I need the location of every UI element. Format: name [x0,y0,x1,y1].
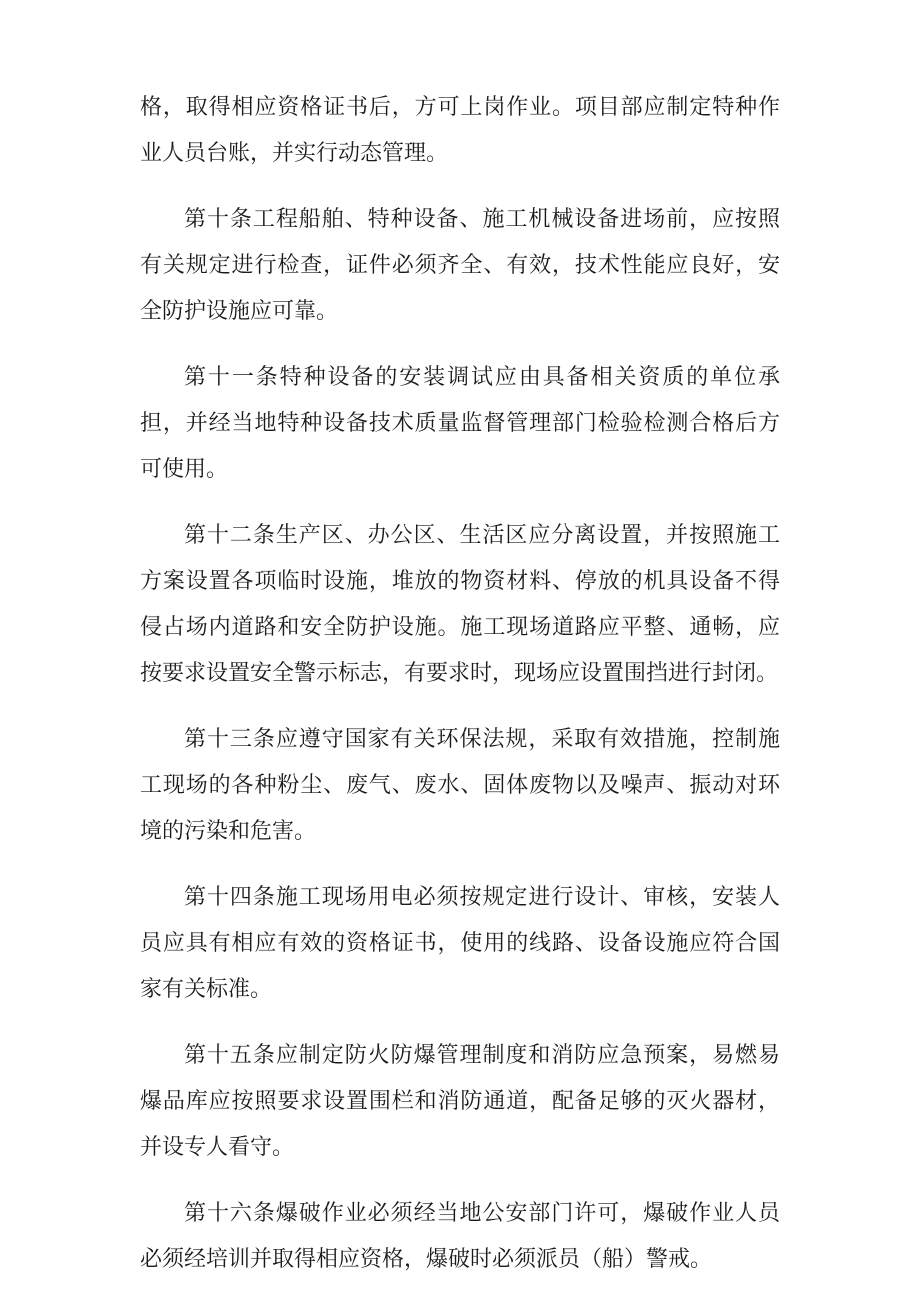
text-line: 爆品库应按照要求设置围栏和消防通道，配备足够的灭火器材， [140,1089,780,1114]
article-11 [140,355,780,493]
text-line: 第十六条爆破作业必须经当地公安部门许可，爆破作业人员 [184,1201,780,1226]
text-line: 按要求设置安全警示标志，有要求时，现场应设置围挡进行封闭。 [140,661,779,686]
text-line: 第十一条特种设备的安装调试应由具备相关资质的单位承 [184,365,780,390]
text-line: 工现场的各种粉尘、废气、废水、固体废物以及噪声、振动对环 [140,773,780,798]
article-10 [140,197,780,335]
article-15 [140,1033,780,1171]
text-line: 第十条工程船舶、特种设备、施工机械设备进场前，应按照 [184,207,780,232]
article-12 [140,513,780,697]
text-line: 第十二条生产区、办公区、生活区应分离设置，并按照施工 [184,523,780,548]
document-page [140,85,780,1303]
text-line: 业人员台账，并实行动态管理。 [140,141,449,166]
article-16 [140,1191,780,1283]
text-line: 全防护设施应可靠。 [140,299,339,324]
text-line: 担，并经当地特种设备技术质量监督管理部门检验检测合格后方 [140,411,780,436]
text-line: 员应具有相应有效的资格证书，使用的线路、设备设施应符合国 [140,931,780,956]
article-14 [140,875,780,1013]
text-line: 第十三条应遵守国家有关环保法规，采取有效措施，控制施 [184,727,780,752]
paragraph-continuation [140,85,780,177]
text-line: 侵占场内道路和安全防护设施。施工现场道路应平整、通畅，应 [140,615,780,640]
text-line: 方案设置各项临时设施，堆放的物资材料、停放的机具设备不得 [140,569,780,594]
text-line: 第十四条施工现场用电必须按规定进行设计、审核，安装人 [184,885,780,910]
text-line: 可使用。 [140,457,229,482]
text-line: 有关规定进行检查，证件必须齐全、有效，技术性能应良好，安 [140,253,780,278]
text-line: 第十五条应制定防火防爆管理制度和消防应急预案，易燃易 [184,1043,780,1068]
article-13 [140,717,780,855]
text-line: 并设专人看守。 [140,1135,295,1160]
text-line: 家有关标准。 [140,977,273,1002]
text-line: 格，取得相应资格证书后，方可上岗作业。项目部应制定特种作 [140,95,780,120]
text-line: 境的污染和危害。 [140,819,317,844]
text-line: 必须经培训并取得相应资格，爆破时必须派员（船）警戒。 [140,1247,713,1272]
